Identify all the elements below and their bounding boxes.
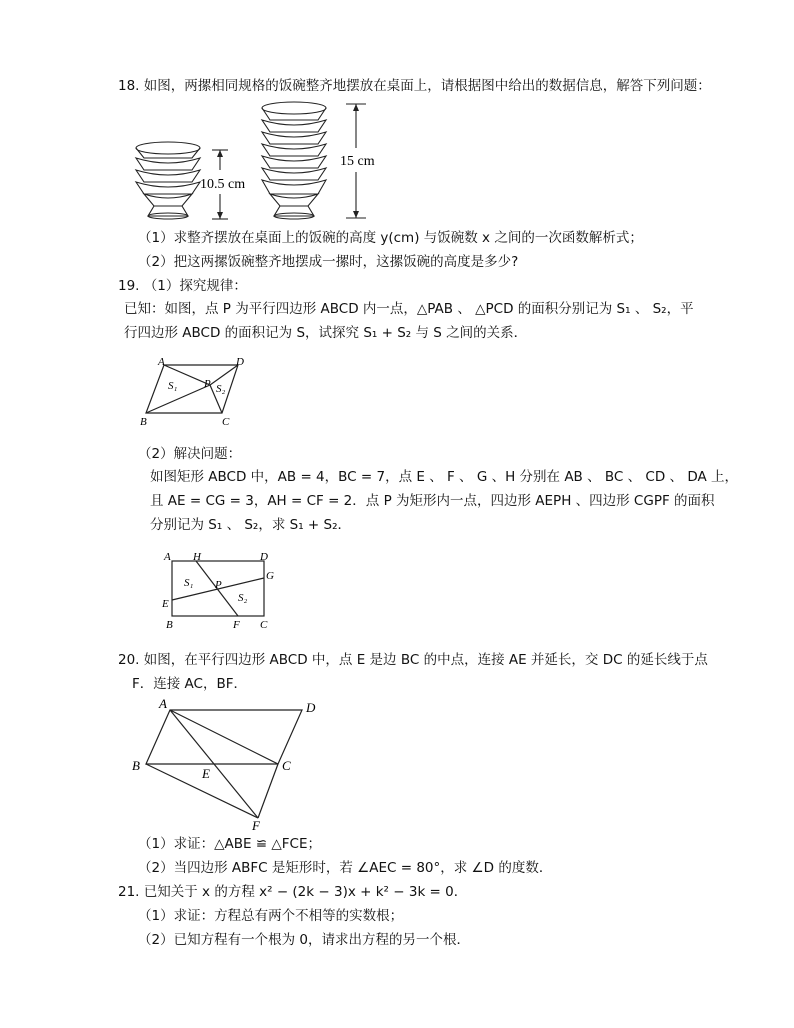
q20-part2: （2）当四边形 ABFC 是矩形时，若 ∠AEC = 80°，求 ∠D 的度数． [138, 860, 553, 876]
fig19a-label-S2: S₂ [216, 383, 226, 395]
fig19a-label-C: C [222, 416, 230, 427]
fig20-label-B: B [132, 758, 140, 773]
fig19b-label-E: E [162, 598, 169, 610]
fig19a-label-S1: S₁ [168, 380, 178, 392]
q19-part2-line2: 且 AE = CG = 3，AH = CF = 2．点 P 为矩形内一点，四边形 AEPH 、四边形 CGPF 的面积 [150, 493, 715, 509]
fig19b-label-S1: S₁ [184, 577, 194, 589]
fig19a-label-A: A [158, 356, 165, 368]
q18-part2: （2）把这两摞饭碗整齐地摆成一摞时，这摞饭碗的高度是多少? [138, 254, 519, 270]
q20-line1: 20. 如图，在平行四边形 ABCD 中，点 E 是边 BC 的中点，连接 AE 并延长，交 DC 的延长线于点 [118, 652, 708, 668]
q19-part2-line1: 如图矩形 ABCD 中，AB = 4，BC = 7，点 E 、 F 、 G 、H 分别在 AB 、 BC 、 CD 、 DA 上， [150, 469, 739, 485]
fig19a-label-B: B [140, 416, 147, 427]
q19-line1: 已知：如图，点 P 为平行四边形 ABCD 内一点，△PAB 、 △PCD 的面积分别记为 S₁ 、 S₂，平 [124, 301, 694, 317]
fig19a-label-P: P [204, 378, 211, 390]
q18-label-right: 15 cm [340, 154, 375, 169]
fig19b-label-G: G [266, 570, 274, 582]
q18-label-left: 10.5 cm [200, 177, 246, 192]
q19-part2-head: （2）解决问题： [138, 446, 242, 462]
q21-stem: 21. 已知关于 x 的方程 x² − (2k − 3)x + k² − 3k = 0． [118, 884, 468, 900]
fig19a-label-D: D [236, 356, 244, 368]
fig19b-label-C: C [260, 619, 268, 631]
q19-line2: 行四边形 ABCD 的面积记为 S，试探究 S₁ + S₂ 与 S 之间的关系． [124, 325, 528, 341]
fig19b-label-S2: S₂ [238, 592, 248, 604]
q18-stem: 18. 如图，两摞相同规格的饭碗整齐地摆放在桌面上，请根据图中给出的数据信息，解答下列问题： [118, 78, 711, 94]
fig20-label-F: F [252, 818, 260, 833]
fig20-label-A: A [159, 696, 167, 711]
fig19b-label-P: P [215, 579, 222, 591]
fig19b-label-B: B [166, 619, 173, 631]
fig19b-label-F: F [233, 619, 240, 631]
q20-part1: （1）求证：△ABE ≌ △FCE； [138, 836, 321, 852]
q21-part1: （1）求证：方程总有两个不相等的实数根； [138, 908, 404, 924]
q19-part2-line3: 分别记为 S₁ 、 S₂，求 S₁ + S₂． [150, 517, 351, 533]
q20-parallelogram-figure [126, 696, 326, 834]
fig19b-label-D: D [260, 551, 268, 563]
q19-rectangle-figure [160, 548, 285, 632]
q18-bowls-figure [128, 98, 390, 222]
q21-part2: （2）已知方程有一个根为 0，请求出方程的另一个根． [138, 932, 470, 948]
q18-part1: （1）求整齐摆放在桌面上的饭碗的高度 y(cm) 与饭碗数 x 之间的一次函数解析式； [138, 230, 643, 246]
fig20-label-E: E [202, 766, 210, 781]
fig19b-label-H: H [193, 551, 201, 563]
q19-head: 19. （1）探究规律： [118, 278, 247, 294]
fig20-label-D: D [306, 700, 316, 715]
fig20-label-C: C [282, 758, 291, 773]
fig19b-label-A: A [164, 551, 171, 563]
q20-line2: F．连接 AC，BF． [132, 676, 248, 692]
q19-parallelogram-figure [138, 355, 258, 427]
